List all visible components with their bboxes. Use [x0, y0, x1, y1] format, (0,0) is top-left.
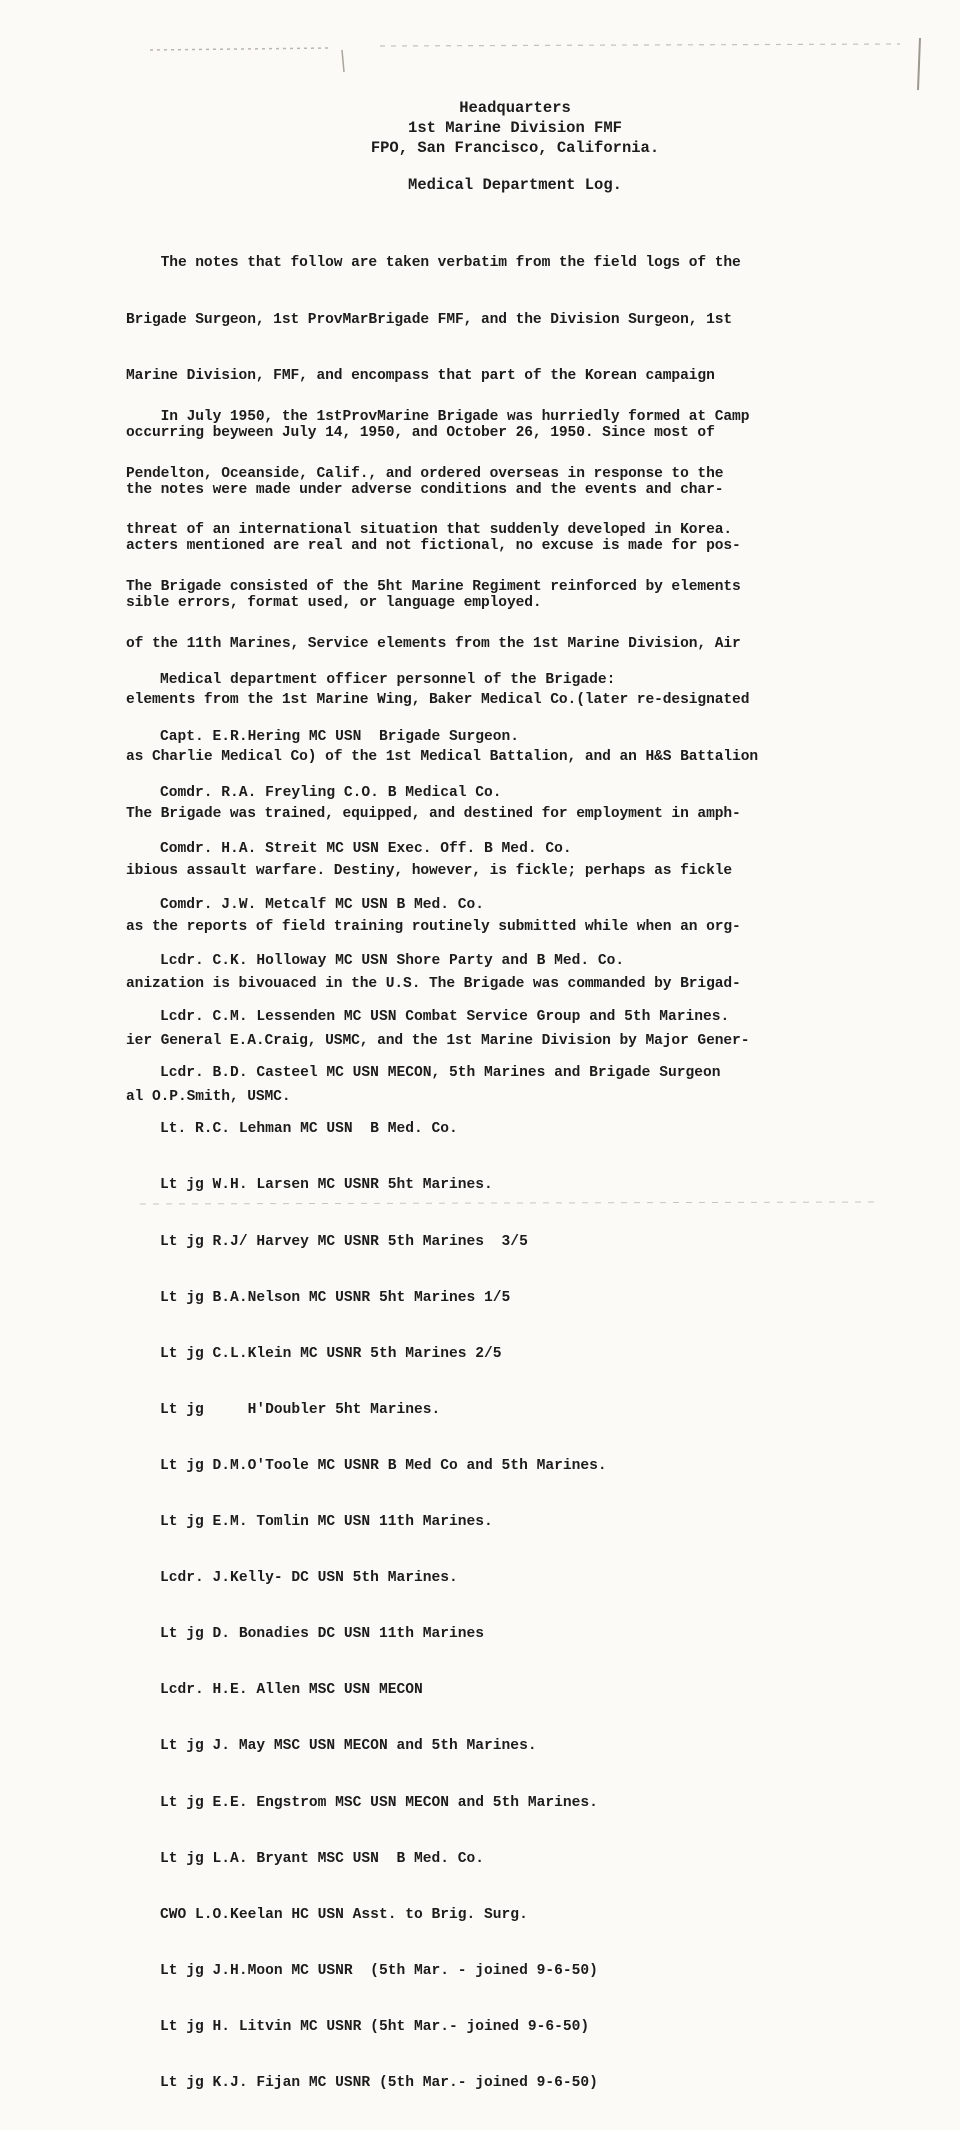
- personnel-item: Lt jg D. Bonadies DC USN 11th Marines: [160, 1626, 485, 1643]
- personnel-item: Lt jg H'Doubler 5ht Marines.: [160, 1401, 441, 1418]
- personnel-item: Comdr. R.A. Freyling C.O. B Medical Co.: [160, 784, 502, 801]
- scan-noise-top: [0, 20, 960, 100]
- log-title-text: Medical Department Log.: [408, 176, 622, 194]
- paragraph-line: the notes were made under adverse conditions and the events and char-: [126, 481, 724, 498]
- personnel-item: Lt jg E.M. Tomlin MC USN 11th Marines.: [160, 1514, 493, 1531]
- paragraph-line: al O.P.Smith, USMC.: [126, 1089, 291, 1106]
- personnel-item: Lt jg D.M.O'Toole MC USNR B Med Co and 5th Marines.: [160, 1457, 607, 1474]
- header-line-2: 1st Marine Division FMF: [408, 119, 622, 137]
- personnel-item: Comdr. H.A. Streit MC USN Exec. Off. B Med. Co.: [160, 840, 572, 857]
- personnel-item: Lcdr. C.M. Lessenden MC USN Combat Service Group and 5th Marines.: [160, 1009, 730, 1026]
- paragraph-line: acters mentioned are real and not fictional, no excuse is made for pos-: [126, 538, 741, 555]
- paragraph-line: threat of an international situation that suddenly developed in Korea.: [126, 522, 733, 539]
- personnel-item: Capt. E.R.Hering MC USN Brigade Surgeon.: [160, 728, 520, 745]
- document-header: [0, 98, 960, 158]
- paragraph-line: as the reports of field training routinely submitted while when an org-: [126, 919, 741, 936]
- paragraph-line: Pendelton, Oceanside, Calif., and ordered overseas in response to the: [126, 465, 724, 482]
- personnel-item: Lcdr. H.E. Allen MSC USN MECON: [160, 1682, 423, 1699]
- personnel-item: Lt jg J.H.Moon MC USNR (5th Mar. - joined 9-6-50): [160, 1962, 598, 1979]
- personnel-list: [160, 634, 940, 2130]
- personnel-item: Comdr. J.W. Metcalf MC USN B Med. Co.: [160, 896, 485, 913]
- personnel-item: Lcdr. B.D. Casteel MC USN MECON, 5th Marines and Brigade Surgeon: [160, 1065, 721, 1082]
- header-line-3: FPO, San Francisco, California.: [370, 139, 660, 157]
- paragraph-line: Brigade Surgeon, 1st ProvMarBrigade FMF, and the Division Surgeon, 1st: [126, 311, 733, 328]
- paragraph-line: elements from the 1st Marine Wing, Baker Medical Co.(later re-designated: [126, 692, 750, 709]
- paragraph-line: ier General E.A.Craig, USMC, and the 1st Marine Division by Major Gener-: [126, 1032, 750, 1049]
- personnel-item: Lt jg L.A. Bryant MSC USN B Med. Co.: [160, 1850, 485, 1867]
- paragraph-line: The notes that follow are taken verbatim from the field logs of the: [126, 254, 741, 271]
- paragraph-line: The Brigade was trained, equipped, and destined for employment in amph-: [126, 805, 741, 822]
- paragraph-line: The Brigade consisted of the 5ht Marine Regiment reinforced by elements: [126, 578, 741, 595]
- log-title: [0, 176, 960, 194]
- paragraph-line: as Charlie Medical Co) of the 1st Medical Battalion, and an H&S Battalion: [126, 749, 759, 766]
- personnel-item: Lt jg B.A.Nelson MC USNR 5ht Marines 1/5: [160, 1289, 511, 1306]
- personnel-item: Lt jg H. Litvin MC USNR (5ht Mar.- joined 9-6-50): [160, 2019, 590, 2036]
- personnel-item: Lt jg R.J/ Harvey MC USNR 5th Marines 3/5: [160, 1233, 528, 1250]
- personnel-item: Lt jg J. May MSC USN MECON and 5th Marines.: [160, 1738, 537, 1755]
- paragraph-line: of the 11th Marines, Service elements from the 1st Marine Division, Air: [126, 635, 741, 652]
- personnel-heading: Medical department officer personnel of the Brigade:: [160, 672, 616, 689]
- paragraph-line: occurring beyween July 14, 1950, and October 26, 1950. Since most of: [126, 424, 715, 441]
- personnel-item: Lt jg W.H. Larsen MC USNR 5ht Marines.: [160, 1177, 493, 1194]
- personnel-item: Lt jg K.J. Fijan MC USNR (5th Mar.- joined 9-6-50): [160, 2075, 598, 2092]
- paragraph-line: Marine Division, FMF, and encompass that part of the Korean campaign: [126, 368, 715, 385]
- personnel-item: CWO L.O.Keelan HC USN Asst. to Brig. Surg.: [160, 1906, 528, 1923]
- personnel-item: Lt. R.C. Lehman MC USN B Med. Co.: [160, 1121, 458, 1138]
- paragraph-line: ibious assault warfare. Destiny, however, is fickle; perhaps as fickle: [126, 862, 733, 879]
- paragraph-line: anization is bivouaced in the U.S. The Brigade was commanded by Brigad-: [126, 976, 741, 992]
- personnel-item: Lt jg C.L.Klein MC USNR 5th Marines 2/5: [160, 1345, 502, 1362]
- paragraph-line: sible errors, format used, or language employed.: [126, 595, 542, 612]
- paragraph-line: In July 1950, the 1stProvMarine Brigade was hurriedly formed at Camp: [126, 408, 750, 425]
- header-line-1: Headquarters: [459, 99, 571, 117]
- personnel-item: Lcdr. C.K. Holloway MC USN Shore Party and B Med. Co.: [160, 952, 625, 969]
- personnel-item: Lcdr. J.Kelly- DC USN 5th Marines.: [160, 1570, 458, 1587]
- personnel-item: Lt jg E.E. Engstrom MSC USN MECON and 5th Marines.: [160, 1794, 598, 1811]
